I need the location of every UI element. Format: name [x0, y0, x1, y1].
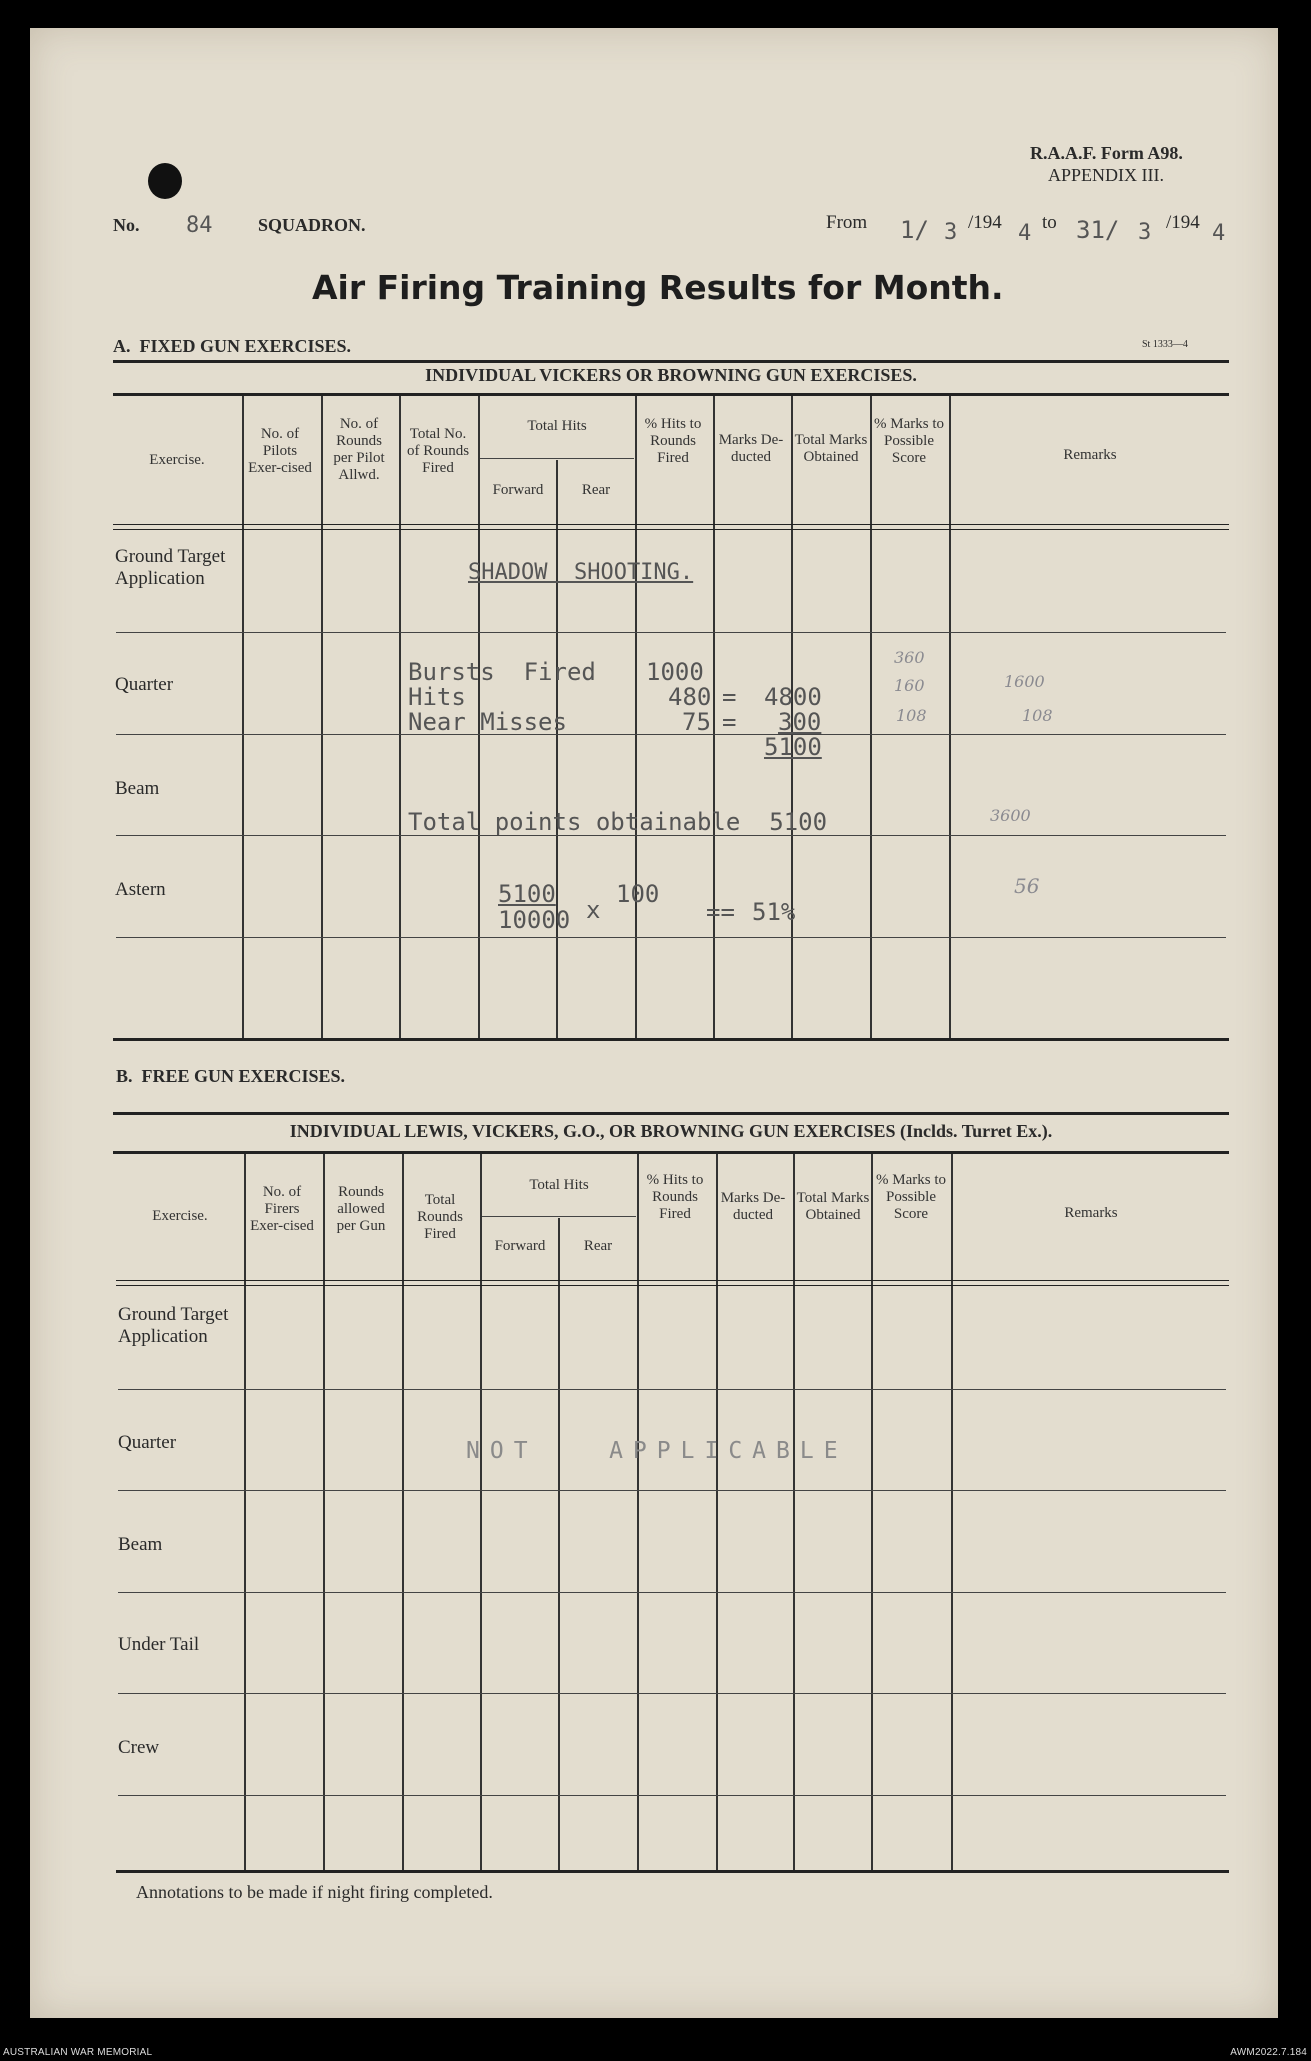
col-header-total-marks: Total Marks Obtained: [796, 1190, 870, 1223]
col-divider: [321, 396, 323, 1039]
row-rule: [118, 1592, 1226, 1593]
typed-near-eq: =: [722, 708, 737, 736]
squadron-number: 84: [186, 213, 213, 238]
row-label-beam: Beam: [115, 778, 160, 799]
footer-right: AWM2022.7.184: [1230, 2047, 1307, 2058]
section-a-label: A. FIXED GUN EXERCISES.: [113, 336, 352, 356]
typed-hits-value: 480: [668, 683, 712, 711]
to-year-prefix: /194: [1166, 212, 1200, 233]
col-header-marks-deducted: Marks De-ducted: [718, 432, 784, 465]
section-a-top-rule: [113, 360, 1229, 363]
squadron-label: SQUADRON.: [258, 215, 366, 235]
total-hits-subrule: [482, 1216, 636, 1217]
section-a-banner-rule: [113, 393, 1229, 396]
col-divider: [480, 1154, 482, 1870]
no-label: No.: [113, 215, 140, 235]
typed-hits-label: Hits: [408, 683, 466, 711]
col-divider: [399, 396, 401, 1039]
col-divider: [323, 1154, 325, 1870]
handwritten-score: 108: [896, 706, 927, 725]
col-divider: [870, 396, 872, 1039]
section-a-header-rule: [113, 524, 1229, 525]
from-year-suffix: 4: [1018, 221, 1032, 246]
col-divider: [637, 1154, 639, 1870]
row-rule: [116, 632, 1226, 633]
col-divider: [244, 1154, 246, 1870]
typed-equals: ==: [706, 898, 735, 926]
col-header-total-hits: Total Hits: [527, 418, 587, 434]
col-header-exercise: Exercise.: [149, 452, 205, 468]
page-title: Air Firing Training Results for Month.: [312, 268, 1004, 307]
section-b-top-rule: [113, 1112, 1229, 1115]
total-hits-subrule: [480, 458, 634, 459]
from-day: 1/: [900, 216, 929, 244]
row-label-ground-target: Ground Target Application: [115, 546, 226, 589]
typed-near-label: Near Misses: [408, 708, 567, 736]
col-header-rounds-per-pilot: No. of Rounds per Pilot Allwd.: [333, 416, 385, 483]
col-header-pilots: No. of Pilots Exer-cised: [248, 426, 312, 476]
typed-frac-den: 10000: [498, 906, 571, 934]
to-label: to: [1042, 212, 1057, 233]
handwritten-remark: 108: [1022, 706, 1053, 725]
to-month: 3: [1138, 220, 1152, 245]
col-divider: [871, 1154, 873, 1870]
col-header-remarks: Remarks: [1064, 1205, 1118, 1221]
section-b-bottom-rule: [116, 1870, 1229, 1873]
section-b-label: B. FREE GUN EXERCISES.: [116, 1066, 346, 1086]
to-day: 31/: [1076, 216, 1120, 244]
section-b-banner: INDIVIDUAL LEWIS, VICKERS, G.O., OR BROWNING GUN EXERCISES (Inclds. Turret Ex.).: [289, 1121, 1053, 1141]
appendix-label: APPENDIX III.: [1048, 165, 1164, 185]
col-divider: [635, 396, 637, 1039]
from-year-prefix: /194: [968, 212, 1002, 233]
from-month: 3: [944, 220, 958, 245]
row-label-astern: Astern: [115, 879, 166, 900]
col-header-forward: Forward: [492, 482, 544, 498]
col-header-firers: No. of Firers Exer-cised: [250, 1184, 314, 1234]
col-divider: [793, 1154, 795, 1870]
print-code: St 1333—4: [1142, 339, 1188, 350]
row-rule: [118, 1490, 1226, 1491]
col-header-pct-hits: % Hits to Rounds Fired: [646, 1172, 704, 1222]
footer-left: AUSTRALIAN WAR MEMORIAL: [3, 2047, 153, 2058]
col-header-total-rounds: Total No. of Rounds Fired: [406, 426, 470, 476]
col-divider: [716, 1154, 718, 1870]
col-divider: [402, 1154, 404, 1870]
col-header-total-rounds: Total Rounds Fired: [417, 1192, 463, 1242]
row-rule: [116, 937, 1226, 938]
section-b-header-rule: [116, 1285, 1229, 1286]
row-label-beam: Beam: [118, 1534, 163, 1555]
handwritten-score: 360: [894, 648, 925, 667]
punch-hole: [148, 163, 182, 199]
typed-subtotal: 5100: [764, 733, 822, 761]
form-code: R.A.A.F. Form A98.: [1030, 143, 1183, 163]
row-label-crew: Crew: [118, 1737, 160, 1758]
row-rule: [118, 1693, 1226, 1694]
col-header-rear: Rear: [583, 1238, 613, 1254]
typed-frac-num: 5100: [498, 880, 556, 908]
col-divider: [556, 460, 558, 1039]
section-a-bottom-rule: [113, 1038, 1229, 1041]
col-header-total-hits: Total Hits: [529, 1177, 589, 1193]
handwritten-remark: 3600: [990, 806, 1031, 825]
col-header-rounds-per-gun: Rounds allowed per Gun: [336, 1184, 386, 1234]
row-rule: [118, 1389, 1226, 1390]
typed-result: 51%: [752, 898, 796, 926]
typed-hits-eq: =: [722, 683, 737, 711]
night-firing-annotation: Annotations to be made if night firing completed.: [136, 1882, 493, 1902]
col-header-total-marks: Total Marks Obtained: [794, 432, 868, 465]
section-a-banner: INDIVIDUAL VICKERS OR BROWNING GUN EXERCISES.: [425, 365, 917, 385]
handwritten-remark: 56: [1014, 874, 1040, 898]
col-divider: [242, 396, 244, 1039]
typed-bursts-label: Bursts Fired: [408, 658, 596, 686]
row-rule: [116, 734, 1226, 735]
col-divider: [951, 1154, 953, 1870]
section-b-banner-rule: [113, 1151, 1229, 1154]
handwritten-score: 160: [894, 676, 925, 695]
typed-shadow-shooting: SHADOW SHOOTING.: [468, 560, 694, 585]
col-header-forward: Forward: [494, 1238, 546, 1254]
col-header-pct-marks: % Marks to Possible Score: [876, 1172, 946, 1222]
typed-hits-points: 4800: [764, 683, 822, 711]
row-rule: [118, 1795, 1226, 1796]
col-divider: [558, 1218, 560, 1870]
handwritten-remark: 1600: [1004, 672, 1045, 691]
typed-hundred: 100: [616, 880, 660, 908]
typed-near-value: 75: [682, 708, 711, 736]
row-label-ground-target: Ground Target Application: [118, 1304, 229, 1347]
typed-times: x: [586, 896, 601, 924]
to-year-suffix: 4: [1212, 221, 1226, 246]
col-divider: [713, 396, 715, 1039]
section-a-header-rule: [113, 529, 1229, 530]
typed-bursts-value: 1000: [646, 658, 704, 686]
col-header-pct-marks: % Marks to Possible Score: [874, 416, 944, 466]
col-header-pct-hits: % Hits to Rounds Fired: [644, 416, 702, 466]
row-label-quarter: Quarter: [118, 1432, 177, 1453]
from-label: From: [826, 212, 868, 233]
row-label-quarter: Quarter: [115, 674, 174, 695]
col-header-exercise: Exercise.: [152, 1208, 208, 1224]
typed-not-applicable: NOT APPLICABLE: [466, 1438, 848, 1464]
row-label-under-tail: Under Tail: [118, 1634, 200, 1655]
section-b-header-rule: [116, 1280, 1229, 1281]
typed-near-points: 300: [778, 708, 822, 736]
col-divider: [949, 396, 951, 1039]
col-header-rear: Rear: [581, 482, 611, 498]
col-header-remarks: Remarks: [1063, 447, 1117, 463]
document-page: [30, 28, 1278, 2018]
typed-total-points: Total points obtainable 5100: [408, 808, 828, 836]
col-header-marks-deducted: Marks De-ducted: [720, 1190, 786, 1223]
